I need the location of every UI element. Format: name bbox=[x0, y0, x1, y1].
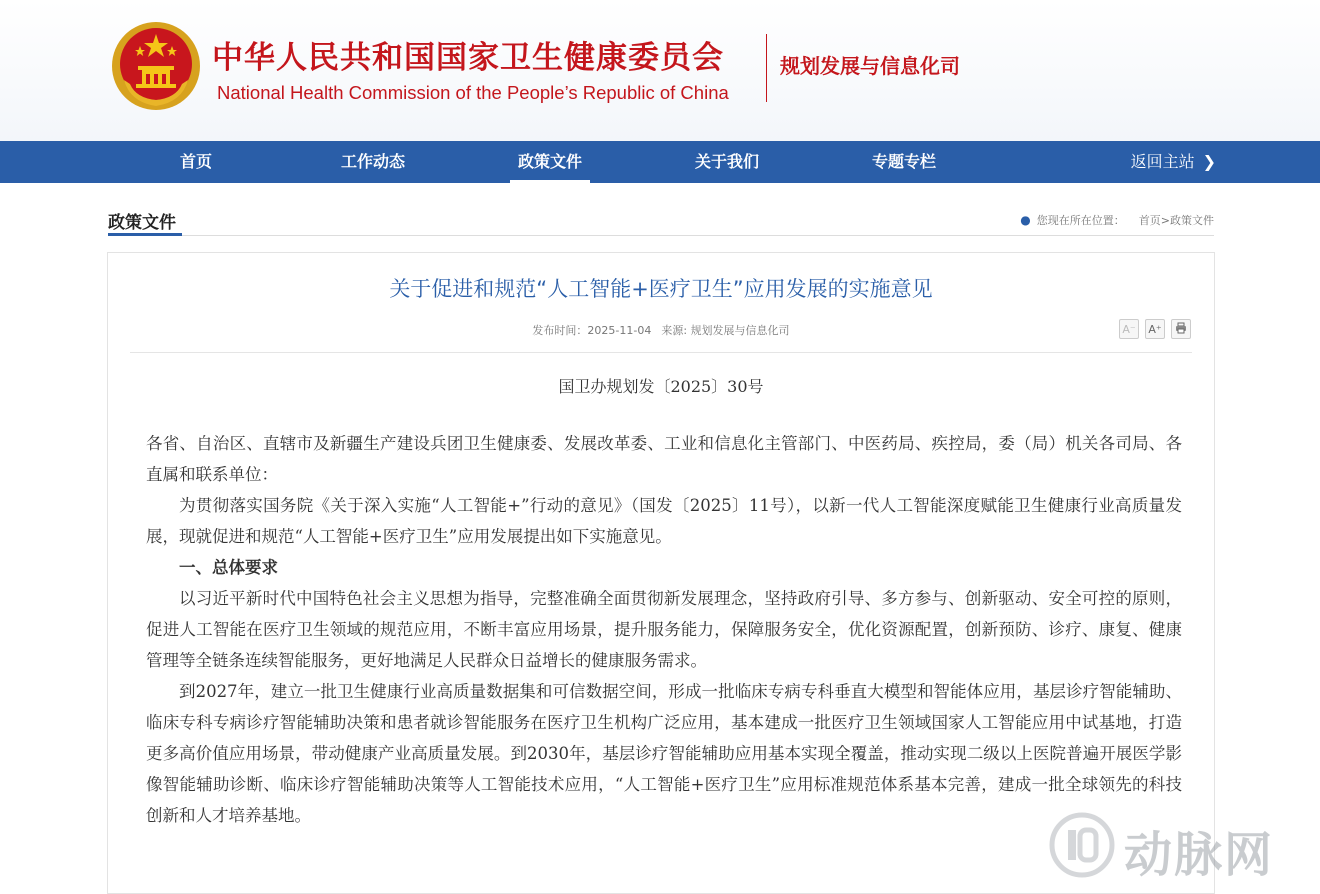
back-to-main-site-link[interactable] bbox=[1131, 141, 1216, 183]
department-name[interactable]: 规划发展与信息化司 bbox=[780, 54, 960, 78]
increase-font-button[interactable]: A⁺ bbox=[1145, 319, 1165, 339]
print-button[interactable] bbox=[1171, 319, 1191, 339]
section-title-underline bbox=[108, 233, 182, 236]
section-divider bbox=[108, 235, 1214, 236]
intro-paragraph: 为贯彻落实国务院《关于深入实施“人工智能+”行动的意见》（国发〔2025〕11号），以新一代人工智能深度赋能卫生健康行业高质量发展，现就促进和规范“人工智能+医疗卫生”应用发展提出如下实施意见。 bbox=[146, 496, 1182, 546]
nav-item-work-news[interactable]: 工作动态 bbox=[340, 152, 405, 171]
article-meta bbox=[108, 322, 1214, 338]
nav-item-about[interactable]: 关于我们 bbox=[694, 152, 759, 171]
printer-icon bbox=[1175, 322, 1187, 334]
site-header bbox=[0, 0, 1320, 141]
nav-item-policy[interactable]: 政策文件 bbox=[490, 141, 610, 183]
org-name-en[interactable]: National Health Commission of the People’s Republic of China bbox=[217, 82, 729, 103]
article-body bbox=[146, 428, 1182, 831]
article-tools bbox=[1113, 319, 1191, 339]
back-link-label: 返回主站 bbox=[1130, 152, 1195, 171]
guiding-principle-paragraph: 以习近平新时代中国特色社会主义思想为指导，完整准确全面贯彻新发展理念，坚持政府引导、多方参与、创新驱动、安全可控的原则，促进人工智能在医疗卫生领域的规范应用，不断丰富应用场景，提升服务能力，保障服务安全，优化资源配置，创新预防、诊疗、康复、健康管理等全链条连续智能服务，更好地满足人民群众日益增长的健康服务需求。 bbox=[146, 589, 1182, 670]
goals-paragraph: 到2027年，建立一批卫生健康行业高质量数据集和可信数据空间，形成一批临床专病专科垂直大模型和智能体应用，基层诊疗智能辅助、临床专科专病诊疗智能辅助决策和患者就诊智能服务在医疗卫生机构广泛应用，基本建成一批医疗卫生领域国家人工智能应用中试基地，打造更多高价值应用场景，带动健康产业高质量发展。到2030年，基层诊疗智能辅助应用基本实现全覆盖，推动实现二级以上医院普遍开展医学影像智能辅助诊断、临床诊疗智能辅助决策等人工智能技术应用，“人工智能+医疗卫生”应用标准规范体系基本完善，建成一批全球领先的科技创新和人才培养基地。 bbox=[146, 682, 1182, 825]
map-pin-icon: ● bbox=[1020, 213, 1031, 227]
location-label: 您现在所在位置： bbox=[1036, 214, 1125, 227]
section-heading-general-requirements: 一、总体要求 bbox=[179, 558, 278, 577]
article-title: 关于促进和规范“人工智能+医疗卫生”应用发展的实施意见 bbox=[389, 277, 933, 301]
date-label: 发布时间： bbox=[532, 324, 588, 337]
nav-item-home[interactable]: 首页 bbox=[179, 152, 212, 171]
decrease-font-button[interactable]: A⁻ bbox=[1119, 319, 1139, 339]
chevron-right-icon: ❯ bbox=[1202, 152, 1216, 171]
source-label: 来源: bbox=[661, 324, 691, 337]
national-emblem-icon[interactable] bbox=[110, 20, 202, 112]
article-panel bbox=[107, 252, 1215, 894]
breadcrumb bbox=[1020, 212, 1214, 228]
publish-date: 2025-11-04 bbox=[587, 324, 652, 337]
header-divider bbox=[766, 34, 767, 102]
watermark-text: 动脉网 bbox=[1124, 827, 1275, 883]
main-nav bbox=[0, 141, 1320, 183]
nav-item-topics[interactable]: 专题专栏 bbox=[871, 152, 936, 171]
addressee-paragraph: 各省、自治区、直辖市及新疆生产建设兵团卫生健康委、发展改革委、工业和信息化主管部门、中医药局、疾控局，委（局）机关各司局、各直属和联系单位： bbox=[146, 434, 1182, 484]
org-name-cn[interactable]: 中华人民共和国国家卫生健康委员会 bbox=[212, 40, 724, 76]
article-divider bbox=[130, 352, 1192, 353]
document-number: 国卫办规划发〔2025〕30号 bbox=[558, 377, 764, 396]
article-source: 规划发展与信息化司 bbox=[690, 324, 790, 337]
breadcrumb-path[interactable]: 首页>政策文件 bbox=[1138, 214, 1214, 227]
section-title: 政策文件 bbox=[108, 213, 176, 233]
